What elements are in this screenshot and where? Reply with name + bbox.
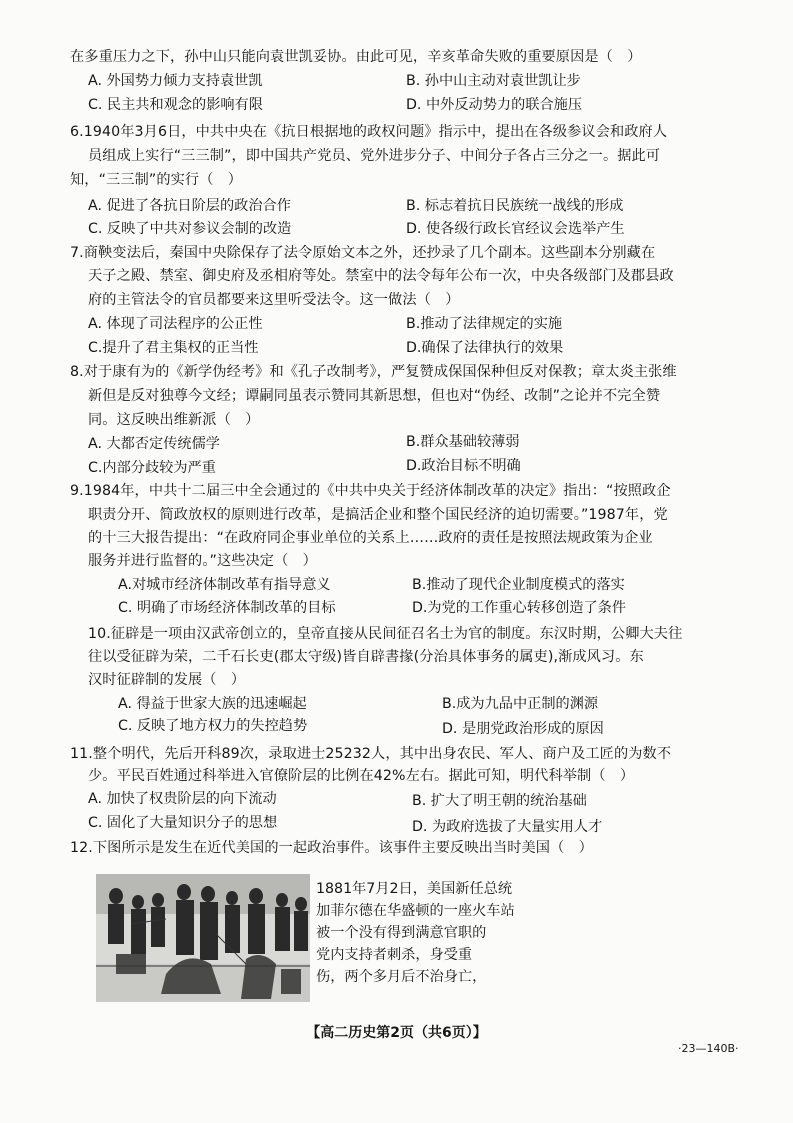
exam-code: ·23—140B· — [678, 1042, 739, 1055]
q10-option-d: D. 是朋党政治形成的原因 — [442, 721, 604, 737]
q7-option-d: D.确保了法律执行的效果 — [406, 340, 564, 356]
q6-option-d: D. 使各级行政长官经议会选举产生 — [406, 221, 625, 237]
q7-option-c: C.提升了君主集权的正当性 — [88, 340, 259, 356]
q8-option-a: A. 大都否定传统儒学 — [88, 436, 220, 452]
q11-option-c: C. 固化了大量知识分子的思想 — [88, 815, 278, 831]
q6-stem-line-2: 员组成上实行“三三制”，即中国共产党员、党外进步分子、中间分子各占三分之一。据此可 — [88, 148, 661, 164]
assassination-engraving-image — [96, 874, 310, 1002]
q8-option-b: B.群众基础较薄弱 — [406, 434, 520, 450]
q8-option-d: D.政治目标不明确 — [406, 458, 521, 474]
q10-option-b: B.成为九品中正制的渊源 — [442, 696, 599, 712]
q7-stem-line-3: 府的主管法令的官员都要来这里听受法令。这一做法（ ） — [88, 292, 460, 308]
q12-caption-line-5: 伤，两个多月后不治身亡， — [316, 969, 487, 985]
q7-stem-line-1: 7.商鞅变法后，秦国中央除保存了法令原始文本之外，还抄录了几个副本。这些副本分别藏在 — [70, 245, 656, 261]
q10-stem-line-2: 往以受征辟为荣，二千石长吏(郡太守级)皆自辟書掾(分治具体事务的属吏),渐成风习。东 — [88, 649, 644, 665]
q9-stem-line-1: 9.1984年，中共十二届三中全会通过的《中共中央关于经济体制改革的决定》指出：“按照政企 — [70, 483, 671, 499]
q12-stem-line-1: 12.下图所示是发生在近代美国的一起政治事件。该事件主要反映出当时美国（ ） — [70, 840, 593, 856]
q11-stem-line-2: 少。平民百姓通过科举进入官僚阶层的比例在42%左右。据此可知，明代科举制（ ） — [88, 768, 635, 784]
q9-stem-line-2: 职责分开、简政放权的原则进行改革，是搞活企业和整个国民经济的迫切需要。”1987年，党 — [88, 507, 668, 523]
q6-option-c: C. 反映了中共对参议会制的改造 — [88, 221, 292, 237]
q11-option-b: B. 扩大了明王朝的统治基础 — [412, 793, 587, 809]
q9-stem-line-3: 的十三大报告提出：“在政府同企事业单位的关系上……政府的责任是按照法规政策为企业 — [88, 530, 653, 546]
q12-caption-line-3: 被一个没有得到满意官职的 — [316, 925, 487, 941]
q6-stem-line-3: 知，“三三制”的实行（ ） — [70, 172, 243, 188]
q7-option-b: B.推动了法律规定的实施 — [406, 316, 563, 332]
q6-option-a: A. 促进了各抗日阶层的政治合作 — [88, 198, 291, 214]
q9-option-c: C. 明确了市场经济体制改革的目标 — [118, 600, 336, 616]
q9-option-a: A.对城市经济体制改革有指导意义 — [118, 577, 331, 593]
q11-option-a: A. 加快了权贵阶层的向下流动 — [88, 791, 277, 807]
q9-option-b: B.推动了现代企业制度模式的落实 — [412, 577, 625, 593]
q8-stem-line-2: 新但是反对独尊今文经；谭嗣同虽表示赞同其新思想，但也对“伪经、改制”之论并不完全赞 — [88, 388, 661, 404]
q5-option-c: C. 民主共和观念的影响有限 — [88, 97, 263, 113]
q9-stem-line-4: 服务并进行监督的。”这些决定（ ） — [88, 553, 317, 569]
q6-stem-line-1: 6.1940年3月6日，中共中央在《抗日根据地的政权问题》指示中，提出在各级参议会和政府人 — [70, 124, 668, 140]
q5-stem-line-1: 在多重压力之下，孙中山只能向袁世凯妥协。由此可见，辛亥革命失败的重要原因是（ ） — [70, 49, 642, 65]
q10-stem-line-1: 10.征辟是一项由汉武帝创立的，皇帝直接从民间征召名士为官的制度。东汉时期，公卿大夫往 — [88, 626, 683, 642]
q8-stem-line-3: 同。这反映出维新派（ ） — [88, 412, 260, 428]
q7-option-a: A. 体现了司法程序的公正性 — [88, 316, 263, 332]
q12-caption-line-4: 党内支持者刺杀，身受重 — [316, 947, 473, 963]
q11-option-d: D. 为政府选拔了大量实用人才 — [412, 819, 603, 835]
q7-stem-line-2: 天子之殿、禁室、御史府及丞相府等处。禁室中的法令每年公布一次，中央各级部门及郡县政 — [88, 268, 674, 284]
page-footer: 【高二历史第2页（共6页）】 — [306, 1025, 487, 1041]
q10-option-a: A. 得益于世家大族的迅速崛起 — [118, 696, 307, 712]
q5-option-b: B. 孙中山主动对袁世凯让步 — [406, 73, 581, 89]
q5-option-a: A. 外国势力倾力支持袁世凯 — [88, 73, 263, 89]
q11-stem-line-1: 11.整个明代，先后开科89次，录取进士25232人，其中出身农民、军人、商户及工匠的为数不 — [70, 746, 672, 762]
q10-stem-line-3: 汉时征辟制的发展（ ） — [88, 672, 246, 688]
q8-option-c: C.内部分歧较为严重 — [88, 460, 216, 476]
q6-option-b: B. 标志着抗日民族统一战线的形成 — [406, 198, 624, 214]
q8-stem-line-1: 8.对于康有为的《新学伪经考》和《孔子改制考》，严复赞成保国保种但反对保教；章太炎主张维 — [70, 364, 677, 380]
q12-caption-line-2: 加菲尔德在华盛顿的一座火车站 — [316, 903, 515, 919]
q5-option-d: D. 中外反动势力的联合施压 — [406, 97, 583, 113]
q12-caption-line-1: 1881年7月2日，美国新任总统 — [316, 881, 513, 897]
q10-option-c: C. 反映了地方权力的失控趋势 — [118, 718, 308, 734]
q9-option-d: D.为党的工作重心转移创造了条件 — [412, 600, 627, 616]
